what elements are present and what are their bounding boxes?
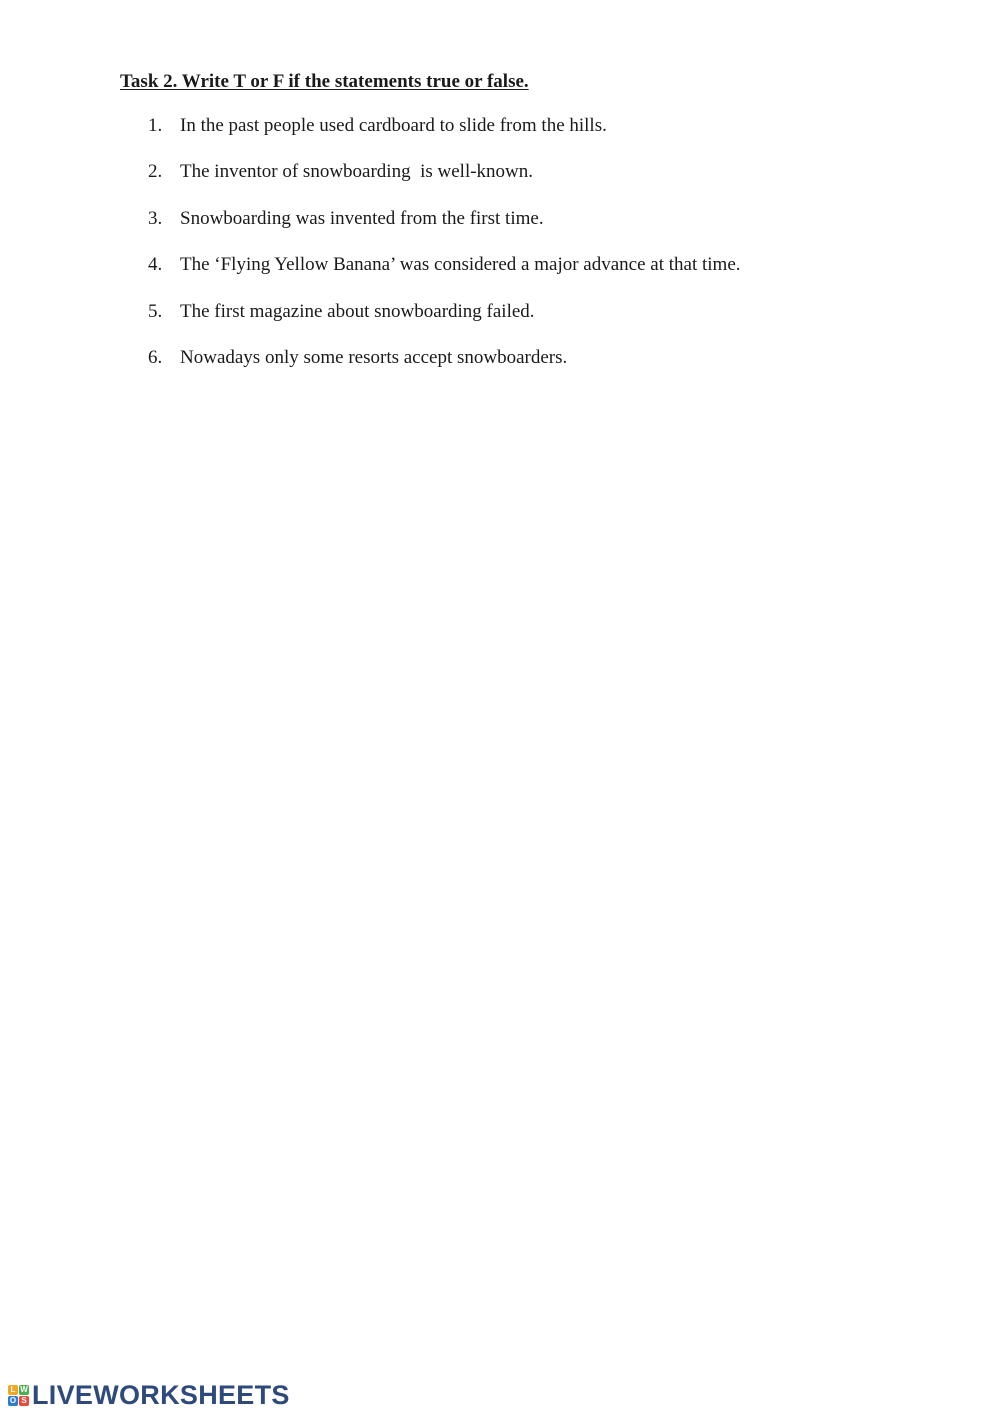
statement-item: [0, 207, 544, 253]
statement-text: The first magazine about snowboarding failed.: [180, 300, 535, 322]
statement-item: [0, 114, 607, 160]
logo-cell: W: [20, 1384, 28, 1394]
statement-number: 6.: [148, 346, 163, 368]
statement-item: [0, 253, 741, 299]
statement-list: [0, 114, 741, 392]
statement-item: [0, 300, 535, 346]
statement-text: Nowadays only some resorts accept snowboarders.: [180, 346, 568, 368]
logo-cell: S: [19, 1396, 29, 1406]
statement-number: 5.: [148, 300, 163, 322]
statement-number: 3.: [148, 207, 163, 229]
logo-mark-icon: [8, 1385, 29, 1406]
liveworksheets-logo: [8, 1381, 290, 1409]
statement-item: [0, 346, 568, 392]
logo-cell: O: [9, 1395, 17, 1405]
logo-text: LIVEWORKSHEETS: [32, 1380, 290, 1410]
statement-text: In the past people used cardboard to slide from the hills.: [180, 115, 607, 136]
task-title: Task 2. Write T or F if the statements true or false.: [120, 71, 529, 92]
statement-text: Snowboarding was invented from the first time.: [180, 207, 544, 229]
statement-number: 2.: [148, 161, 163, 183]
logo-cell: L: [8, 1385, 18, 1395]
statement-text: The ‘Flying Yellow Banana’ was considered a major advance at that time.: [180, 254, 741, 276]
statement-item: [0, 160, 534, 206]
statement-number: 4.: [148, 254, 163, 276]
statement-text: The inventor of snowboarding is well-known.: [180, 161, 534, 183]
statement-number: 1.: [148, 115, 163, 136]
